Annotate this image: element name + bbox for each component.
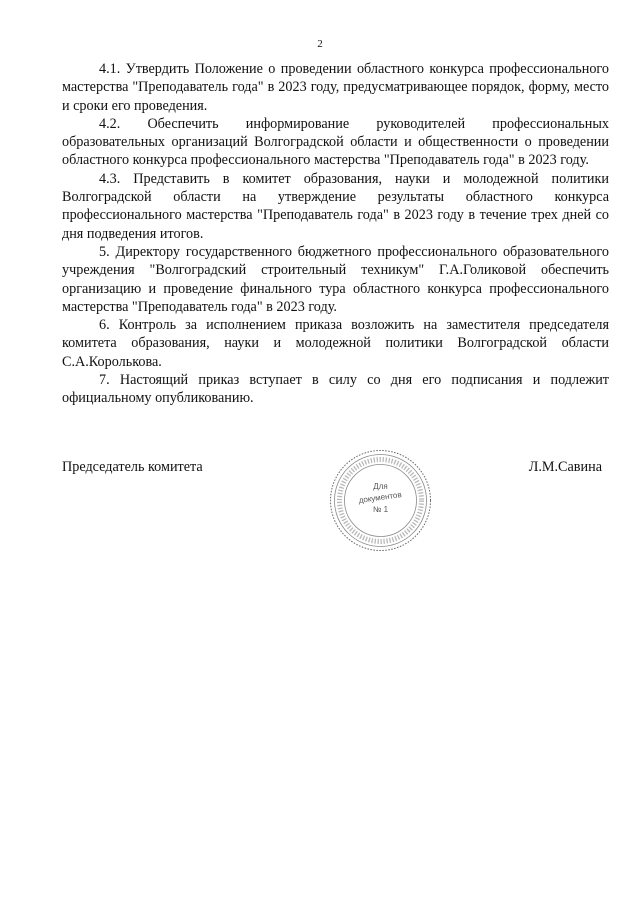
- seal-graphic: [329, 449, 432, 552]
- seal-text-line2: документов: [358, 490, 403, 505]
- page-number: 2: [317, 38, 323, 50]
- paragraph-4-2: 4.2. Обеспечить информирование руководителей профессиональных образовательных организаций Волгоградской области и общественности о проведении областного конкурса профессионального мастерства "Преподаватель года" в 2023 году.: [62, 115, 609, 169]
- signer-name: Л.М.Савина: [528, 459, 602, 475]
- seal-text-line1: Для: [373, 482, 388, 491]
- paragraph-4-1: 4.1. Утвердить Положение о проведении областного конкурса профессионального мастерства "Преподаватель года" в 2023 году, предусматривающее порядок, форму, место и сроки его проведения.: [62, 61, 609, 114]
- paragraph-5: 5. Директору государственного бюджетного профессионального образовательного учреждения "Волгоградский строительный техникум" Г.А.Голиковой обеспечить организацию и проведение финального тура областного конкурса профессионального мастерства "Преподаватель года" в 2023 году.: [62, 243, 609, 315]
- paragraph-6: 6. Контроль за исполнением приказа возложить на заместителя председателя комитета образования, науки и молодежной политики Волгоградской области С.А.Королькова.: [62, 317, 609, 370]
- paragraph-4-3: 4.3. Представить в комитет образования, науки и молодежной политики Волгоградской области на утверждение результаты областного конкурса профессионального мастерства "Преподаватель года" в 2023 году в течение трех дней со дня подведения итогов.: [62, 170, 609, 242]
- signer-title: Председатель комитета: [62, 459, 203, 475]
- official-seal: [329, 449, 432, 552]
- order-body: [62, 60, 609, 408]
- paragraph-7: 7. Настоящий приказ вступает в силу со дня его подписания и подлежит официальному опубликованию.: [62, 372, 609, 407]
- seal-text-line3: № 1: [372, 505, 389, 514]
